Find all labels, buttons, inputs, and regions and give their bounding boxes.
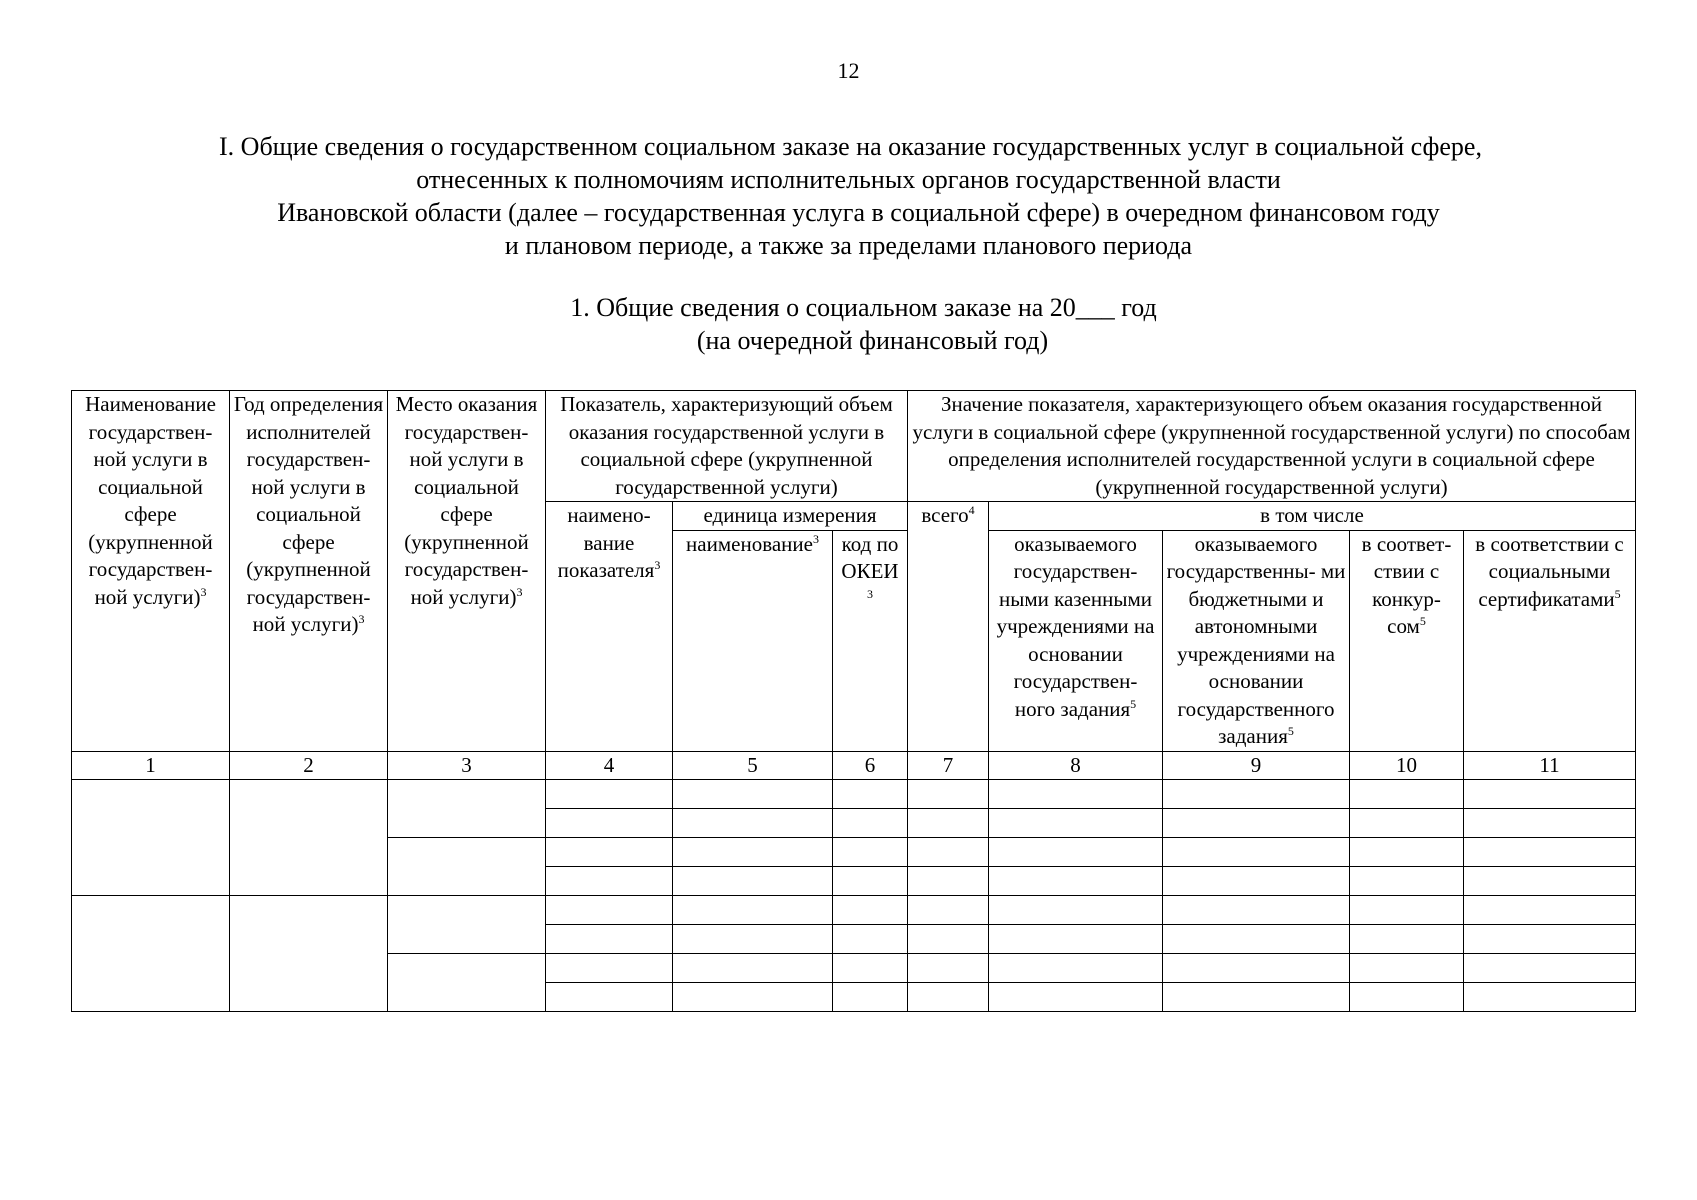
subsection-heading [0, 291, 1697, 357]
cell[interactable] [673, 953, 833, 982]
cell[interactable] [908, 779, 989, 808]
cell[interactable] [833, 982, 908, 1011]
heading-line-3: Ивановской области (далее – государственная услуга в социальной сфере) в очередном финансовом году [277, 198, 1440, 227]
cell-place[interactable] [388, 895, 546, 953]
header-place: Место оказания государствен- ной услуги в социальной сфере (укрупненной государствен- ной услуги)$^3$ [388, 391, 546, 752]
cell[interactable] [1350, 953, 1464, 982]
header-including: в том числе [989, 502, 1636, 531]
cell[interactable] [546, 779, 673, 808]
cell[interactable] [1464, 779, 1636, 808]
cell[interactable] [1464, 837, 1636, 866]
cell[interactable] [1163, 779, 1350, 808]
cell[interactable] [833, 808, 908, 837]
header-service-name: Наименование государствен- ной услуги в социальной сфере (укрупненной государствен- ной услуги)$^3$ [72, 391, 230, 752]
header-value-group: Значение показателя, характеризующего объем оказания государственной услуги в социальной сфере (укрупненной государственной услуги) по способам определения исполнителей государственной услуги в социальной сфере (укрупненной государственной услуги) [908, 391, 1636, 502]
header-certificates: в соответствии с социальными сертификатами$^5$ [1464, 530, 1636, 751]
cell[interactable] [989, 953, 1163, 982]
cell[interactable] [673, 924, 833, 953]
cell[interactable] [833, 895, 908, 924]
cell-service-name[interactable] [72, 779, 230, 895]
section-heading [0, 130, 1697, 262]
page-number: 12 [837, 58, 860, 83]
cell[interactable] [989, 982, 1163, 1011]
table-row [72, 779, 1636, 808]
subheading-line-2: (на очередной финансовый год) [696, 326, 1049, 355]
cell[interactable] [908, 837, 989, 866]
cell[interactable] [908, 866, 989, 895]
cell[interactable] [908, 808, 989, 837]
header-state-institutions: оказываемого государствен- ными казенными учреждениями на основании государствен- ного задания$^5$ [989, 530, 1163, 751]
cell[interactable] [546, 953, 673, 982]
cell-place[interactable] [388, 953, 546, 1011]
cell[interactable] [546, 808, 673, 837]
cell[interactable] [673, 895, 833, 924]
cell[interactable] [1163, 953, 1350, 982]
cell[interactable] [546, 837, 673, 866]
cell[interactable] [1163, 982, 1350, 1011]
column-number: 2 [230, 751, 388, 779]
cell[interactable] [1464, 953, 1636, 982]
cell[interactable] [1163, 924, 1350, 953]
column-number: 4 [546, 751, 673, 779]
header-budget-institutions: оказываемого государственны- ми бюджетными и автономными учреждениями на основании государственного задания$^5$ [1163, 530, 1350, 751]
cell-place[interactable] [388, 837, 546, 895]
social-order-table [71, 390, 1636, 1012]
cell[interactable] [1350, 895, 1464, 924]
cell[interactable] [673, 982, 833, 1011]
cell[interactable] [833, 953, 908, 982]
cell[interactable] [833, 866, 908, 895]
cell-service-name[interactable] [72, 895, 230, 1011]
cell[interactable] [1163, 808, 1350, 837]
column-number: 1 [72, 751, 230, 779]
cell[interactable] [1464, 895, 1636, 924]
cell[interactable] [908, 982, 989, 1011]
cell[interactable] [546, 895, 673, 924]
cell[interactable] [1464, 808, 1636, 837]
column-numbers-row [72, 751, 1636, 779]
column-number: 6 [833, 751, 908, 779]
cell[interactable] [1464, 924, 1636, 953]
cell[interactable] [989, 895, 1163, 924]
cell[interactable] [1350, 837, 1464, 866]
cell[interactable] [673, 808, 833, 837]
cell[interactable] [1464, 866, 1636, 895]
table-row [72, 895, 1636, 924]
cell[interactable] [833, 779, 908, 808]
cell[interactable] [908, 953, 989, 982]
cell[interactable] [908, 924, 989, 953]
column-number: 3 [388, 751, 546, 779]
cell[interactable] [546, 924, 673, 953]
header-okei-code: код по ОКЕИ $^3$ [833, 530, 908, 751]
header-total: всего$^4$ [908, 502, 989, 752]
cell[interactable] [546, 982, 673, 1011]
cell[interactable] [1350, 779, 1464, 808]
cell[interactable] [673, 866, 833, 895]
cell[interactable] [1350, 924, 1464, 953]
heading-line-4: и плановом периоде, а также за пределами планового периода [504, 231, 1193, 260]
cell[interactable] [1350, 982, 1464, 1011]
cell[interactable] [546, 866, 673, 895]
cell[interactable] [989, 837, 1163, 866]
header-competition: в соответ- ствии с конкур- сом$^5$ [1350, 530, 1464, 751]
column-number: 5 [673, 751, 833, 779]
header-year: Год определения исполнителей государствен- ной услуги в социальной сфере (укрупненной государствен- ной услуги)$^3$ [230, 391, 388, 752]
cell[interactable] [989, 808, 1163, 837]
heading-line-1: I. Общие сведения о государственном социальном заказе на оказание государственных услуг в социальной сфере, [219, 132, 1482, 161]
cell[interactable] [1163, 895, 1350, 924]
cell[interactable] [1350, 808, 1464, 837]
cell[interactable] [1163, 866, 1350, 895]
cell[interactable] [673, 837, 833, 866]
cell-year[interactable] [230, 779, 388, 895]
column-number: 8 [989, 751, 1163, 779]
header-unit-group: единица измерения [673, 502, 908, 531]
cell[interactable] [833, 837, 908, 866]
cell[interactable] [833, 924, 908, 953]
column-number: 7 [908, 751, 989, 779]
cell[interactable] [1464, 982, 1636, 1011]
cell[interactable] [989, 779, 1163, 808]
cell[interactable] [673, 779, 833, 808]
cell-year[interactable] [230, 895, 388, 1011]
column-number: 10 [1350, 751, 1464, 779]
header-unit-name: наименование$^3$ [673, 530, 833, 751]
heading-line-2: отнесенных к полномочиям исполнительных органов государственной власти [416, 165, 1281, 194]
header-indicator-group: Показатель, характеризующий объем оказания государственной услуги в социальной сфере (укрупненной государственной услуги) [546, 391, 908, 502]
subheading-line-1: 1. Общие сведения о социальном заказе на 20___ год [570, 293, 1157, 322]
cell[interactable] [989, 924, 1163, 953]
cell[interactable] [1163, 837, 1350, 866]
cell[interactable] [1350, 866, 1464, 895]
column-number: 9 [1163, 751, 1350, 779]
cell[interactable] [908, 895, 989, 924]
cell[interactable] [989, 866, 1163, 895]
column-number: 11 [1464, 751, 1636, 779]
header-indicator-name: наимено- вание показателя$^3$ [546, 502, 673, 752]
cell-place[interactable] [388, 779, 546, 837]
